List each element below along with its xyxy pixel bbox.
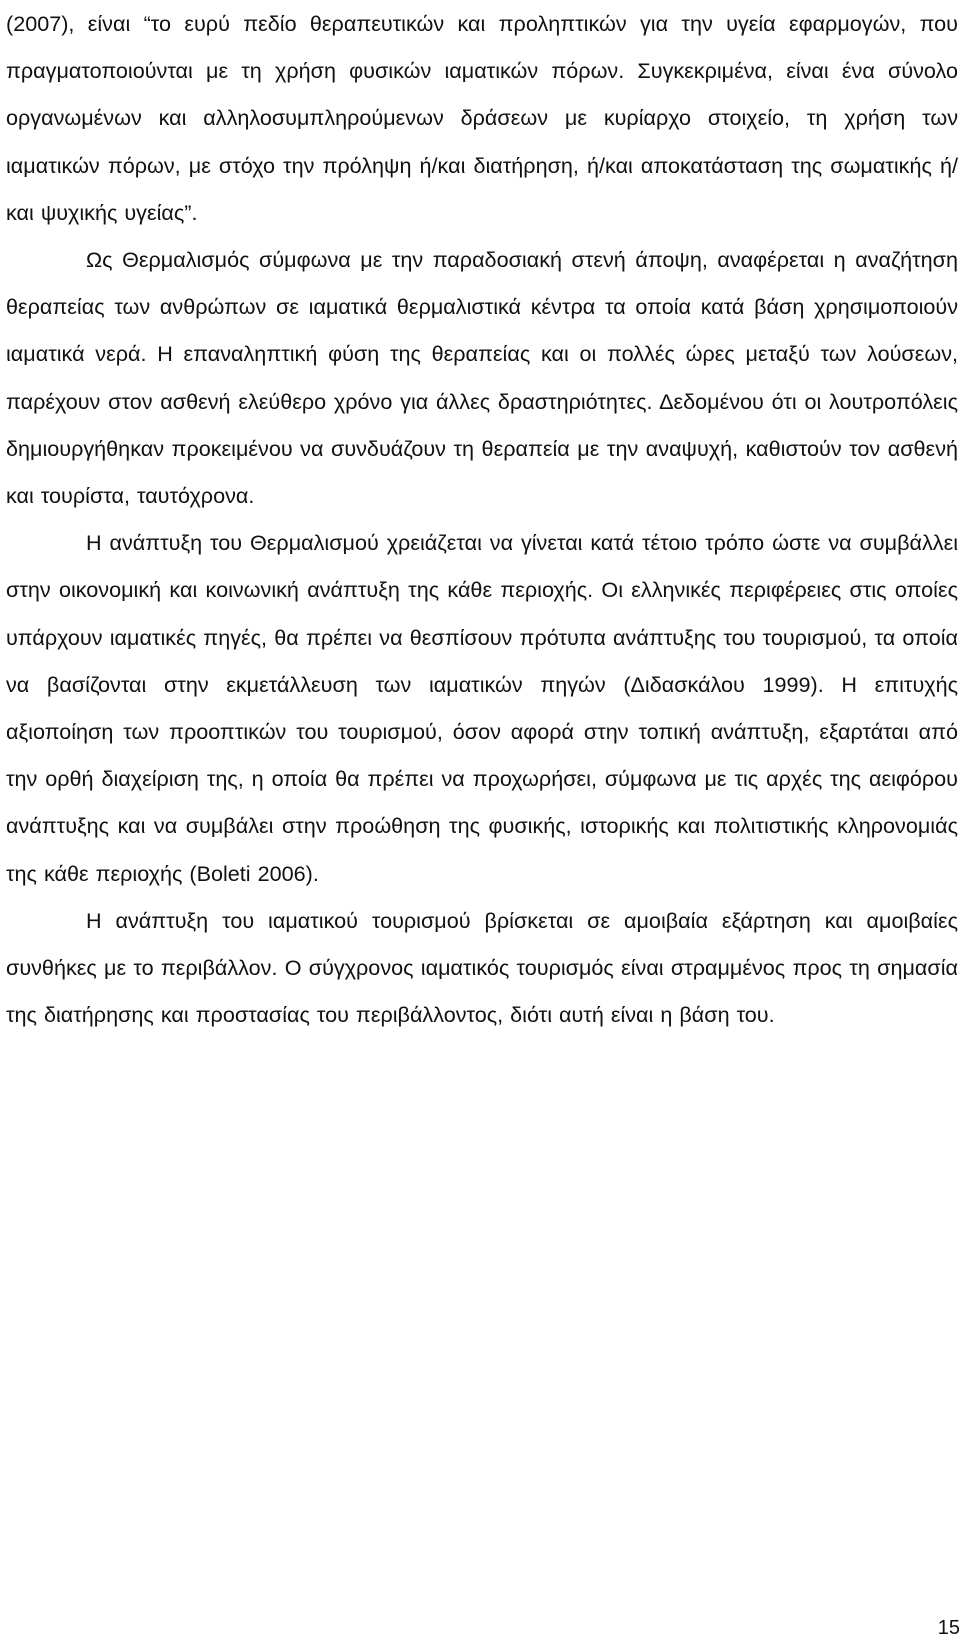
paragraph-thermalism-traditional: Ως Θερμαλισμός σύμφωνα με την παραδοσιακή στενή άποψη, αναφέρεται η αναζήτηση θεραπείας των ανθρώπων σε ιαματικά θερμαλιστικά κέντρα τα οποία κατά βάση χρησιμοποιούν ιαματικά νερά. Η επαναληπτική φύση της θεραπείας και οι πολλές ώρες μεταξύ των λούσεων, παρέχουν στον ασθενή ελεύθερο χρόνο για άλλες δραστηριότητες. Δεδομένου ότι οι λουτροπόλεις δημιουργήθηκαν προκειμένου να συνδυάζουν τη θεραπεία με την αναψυχή, καθιστούν τον ασθενή και τουρίστα, ταυτόχρονα. bbox=[6, 247, 958, 509]
page-number: 15 bbox=[937, 1617, 960, 1639]
document-page bbox=[6, 0, 958, 1038]
paragraph-definition: (2007), είναι “το ευρύ πεδίο θεραπευτικών και προληπτικών για την υγεία εφαρμογών, που πραγματοποιούνται με τη χρήση φυσικών ιαματικών πόρων. Συγκεκριμένα, είναι ένα σύνολο οργανωμένων και αλληλοσυμπληρούμενων δράσεων με κυρίαρχο στοιχείο, τη χρήση των ιαματικών πόρων, με στόχο την πρόληψη ή/και διατήρηση, ή/και αποκατάσταση της σωματικής ή/και ψυχικής υγείας”. bbox=[6, 11, 958, 225]
paragraph-spa-tourism-environment: Η ανάπτυξη του ιαματικού τουρισμού βρίσκεται σε αμοιβαία εξάρτηση και αμοιβαίες συνθήκες με το περιβάλλον. Ο σύγχρονος ιαματικός τουρισμός είναι στραμμένος προς τη σημασία της διατήρησης και προστασίας του περιβάλλοντος, διότι αυτή είναι η βάση του. bbox=[6, 907, 958, 1028]
paragraph-thermalism-development: Η ανάπτυξη του Θερμαλισμού χρειάζεται να γίνεται κατά τέτοιο τρόπο ώστε να συμβάλλει στην οικονομική και κοινωνική ανάπτυξη της κάθε περιοχής. Οι ελληνικές περιφέρειες στις οποίες υπάρχουν ιαματικές πηγές, θα πρέπει να θεσπίσουν πρότυπα ανάπτυξης του τουρισμού, τα οποία να βασίζονται στην εκμετάλλευση των ιαματικών πηγών (Διδασκάλου 1999). Η επιτυχής αξιοποίηση των προοπτικών του τουρισμού, όσον αφορά στην τοπική ανάπτυξη, εξαρτάται από την ορθή διαχείριση της, η οποία θα πρέπει να προχωρήσει, σύμφωνα με τις αρχές της αειφόρου ανάπτυξης και να συμβάλει στην προώθηση της φυσικής, ιστορικής και πολιτιστικής κληρονομιάς της κάθε περιοχής (Boleti 2006). bbox=[6, 530, 958, 886]
